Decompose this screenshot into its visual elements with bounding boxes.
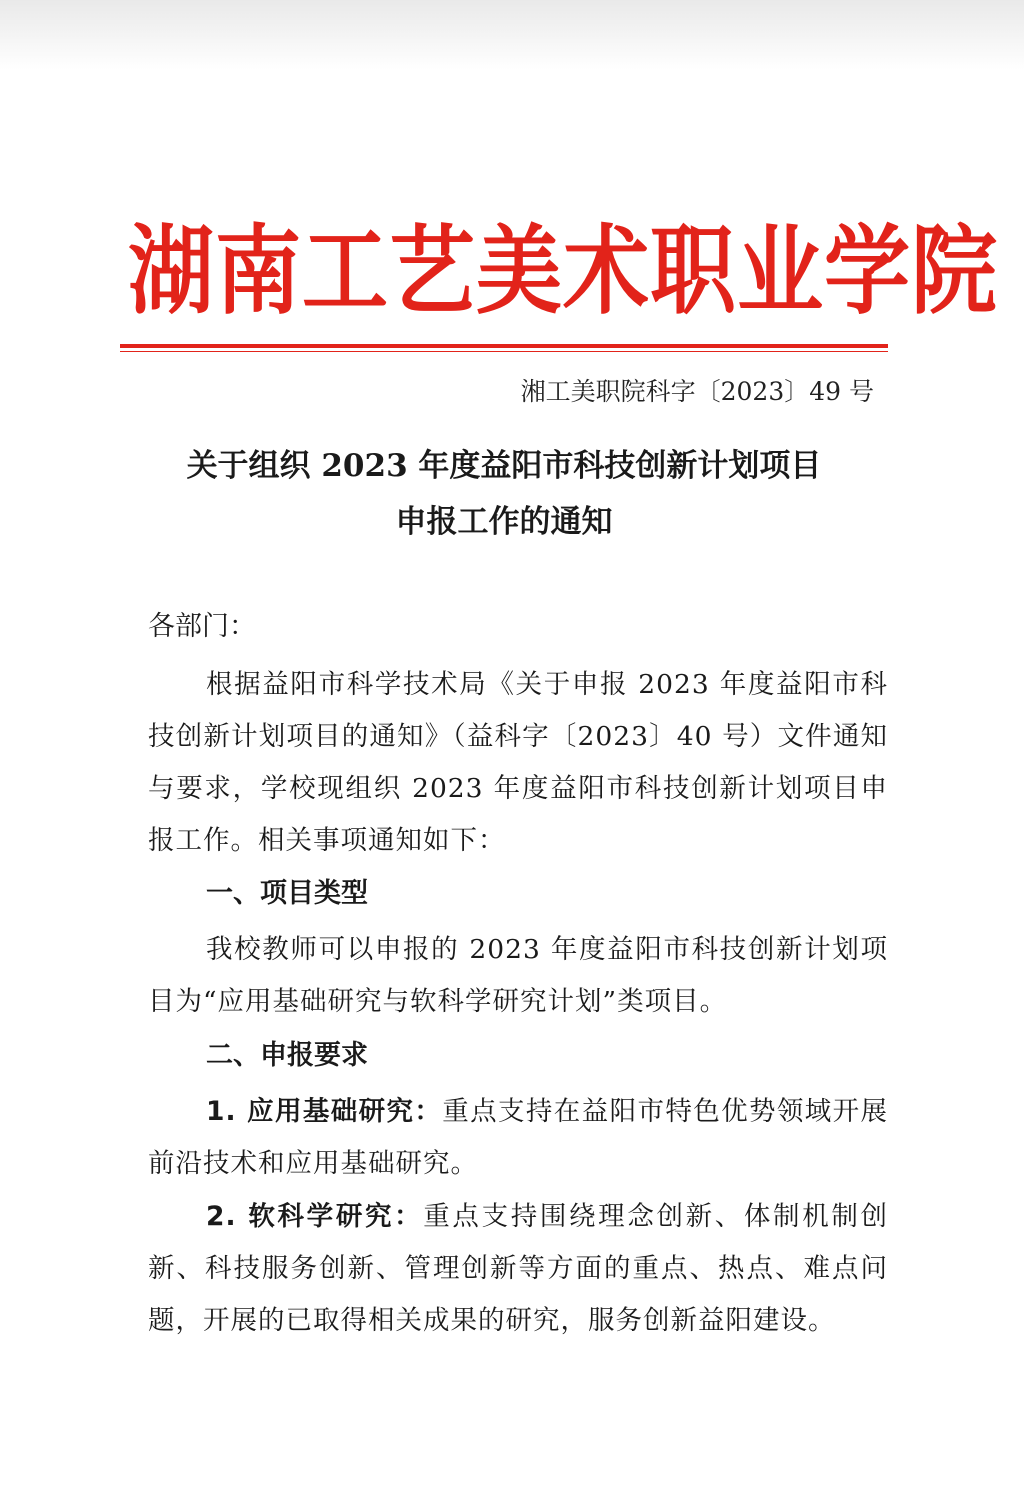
requirement-item-1 (148, 1086, 888, 1190)
document-title-line2: 申报工作的通知 (395, 504, 613, 540)
requirement-item-1-label: 1. 应用基础研究： (206, 1096, 443, 1127)
section-heading-project-type: 一、项目类型 (206, 878, 368, 909)
requirement-item-2-label: 2. 软科学研究： (206, 1201, 424, 1232)
section-heading-requirements: 二、申报要求 (206, 1040, 368, 1071)
requirement-item-2 (148, 1191, 888, 1347)
intro-paragraph: 根据益阳市科学技术局《关于申报 2023 年度益阳市科技创新计划项目的通知》（益科字〔2023〕40 号）文件通知与要求，学校现组织 2023 年度益阳市科技创新计划项目申报工作。相关事项通知如下： (148, 669, 888, 856)
letterhead-red-rule (120, 344, 888, 348)
scan-shadow (0, 0, 1024, 70)
salutation: 各部门： (148, 611, 256, 642)
requirement-item-1-text: 重点支持在益阳市特色优势领域开展前沿技术和应用基础研究。 (148, 1096, 888, 1179)
section1-paragraph: 我校教师可以申报的 2023 年度益阳市科技创新计划项目为“应用基础研究与软科学研究计划”类项目。 (148, 934, 888, 1017)
letterhead-school-name: 湖南工艺美术职业学院 (128, 216, 998, 328)
document-number: 湘工美职院科字〔2023〕49 号 (520, 377, 874, 406)
requirement-item-2-text: 重点支持围绕理念创新、体制机制创新、科技服务创新、管理创新等方面的重点、热点、难点问题，开展的已取得相关成果的研究，服务创新益阳建设。 (148, 1201, 889, 1336)
letterhead-red-rule-thin (120, 351, 888, 352)
document-title-line1: 关于组织 2023 年度益阳市科技创新计划项目 (186, 448, 822, 484)
